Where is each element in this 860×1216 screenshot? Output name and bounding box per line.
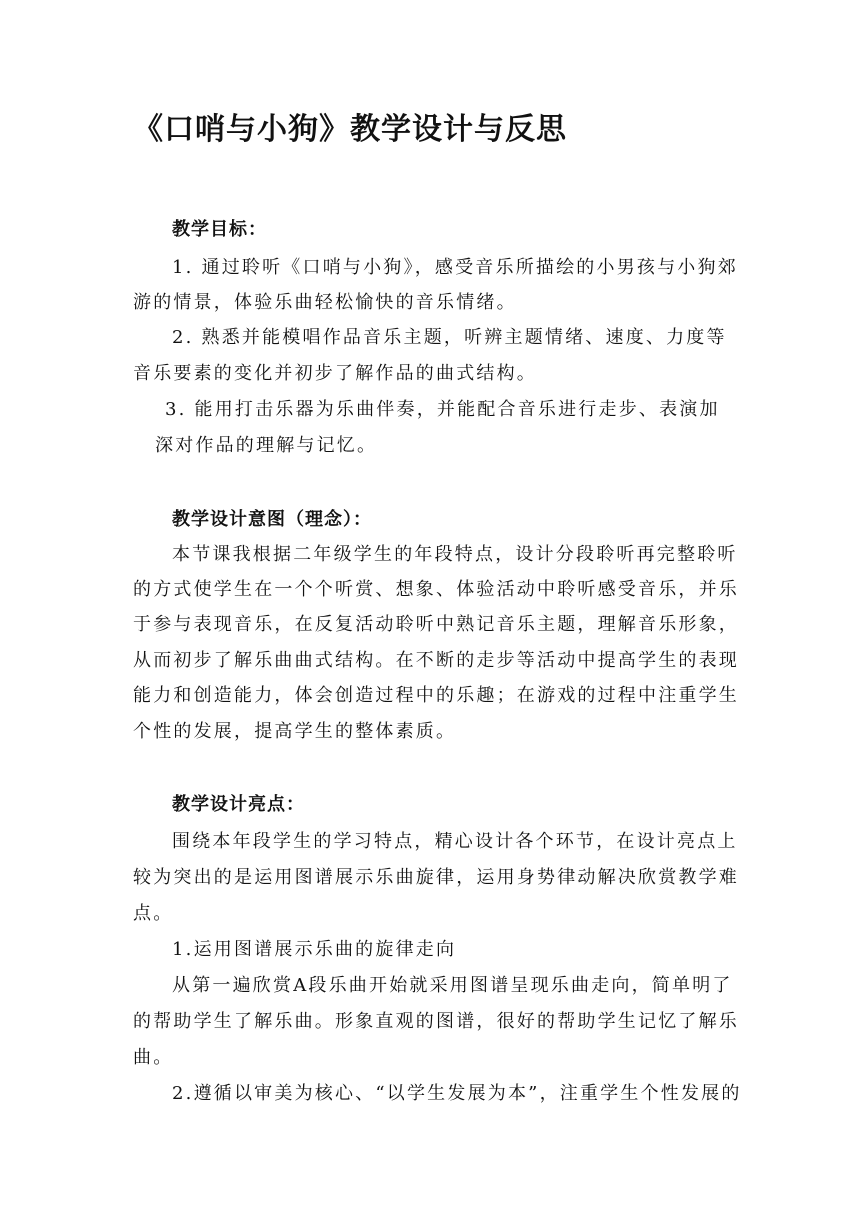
highlights-line: 的帮助学生了解乐曲。形象直观的图谱，很好的帮助学生记忆了解乐 xyxy=(133,1011,739,1032)
intent-line: 本节课我根据二年级学生的年段特点，设计分段聆听再完整聆听 xyxy=(172,544,738,565)
goals-line: 游的情景，体验乐曲轻松愉快的音乐情绪。 xyxy=(133,292,517,313)
highlights-heading: 教学设计亮点： xyxy=(172,794,305,815)
highlights-line: 1.运用图谱展示乐曲的旋律走向 xyxy=(172,939,457,960)
highlights-line: 曲。 xyxy=(133,1047,174,1068)
highlights-line: 点。 xyxy=(133,903,174,924)
intent-heading: 教学设计意图（理念）： xyxy=(172,509,372,530)
intent-line: 于参与表现音乐，在反复活动聆听中熟记音乐主题，理解音乐形象， xyxy=(133,614,739,635)
intent-line: 的方式使学生在一个个听赏、想象、体验活动中聆听感受音乐，并乐 xyxy=(133,579,739,600)
intent-line: 能力和创造能力，体会创造过程中的乐趣；在游戏的过程中注重学生 xyxy=(133,685,739,706)
goals-line: 音乐要素的变化并初步了解作品的曲式结构。 xyxy=(133,363,537,384)
document-title: 《口哨与小狗》教学设计与反思 xyxy=(133,112,567,147)
goals-line: 3. 能用打击乐器为乐曲伴奏，并能配合音乐进行走步、表演加 xyxy=(165,399,720,420)
goals-line: 2. 熟悉并能模唱作品音乐主题，听辨主题情绪、速度、力度等 xyxy=(172,327,727,348)
highlights-line: 围绕本年段学生的学习特点，精心设计各个环节，在设计亮点上 xyxy=(172,831,738,852)
goals-line: 1. 通过聆听《口哨与小狗》，感受音乐所描绘的小男孩与小狗郊 xyxy=(172,257,738,278)
highlights-line: 2.遵循以审美为核心、“以学生发展为本”，注重学生个性发展的 xyxy=(172,1083,742,1104)
highlights-line: 从第一遍欣赏A段乐曲开始就采用图谱呈现乐曲走向，简单明了 xyxy=(172,975,733,996)
highlights-line: 较为突出的是运用图谱展示乐曲旋律，运用身势律动解决欣赏教学难 xyxy=(133,867,739,888)
intent-line: 个性的发展，提高学生的整体素质。 xyxy=(133,721,457,742)
goals-line: 深对作品的理解与记忆。 xyxy=(155,435,378,456)
intent-line: 从而初步了解乐曲曲式结构。在不断的走步等活动中提高学生的表现 xyxy=(133,650,739,671)
goals-heading: 教学目标： xyxy=(172,219,267,240)
